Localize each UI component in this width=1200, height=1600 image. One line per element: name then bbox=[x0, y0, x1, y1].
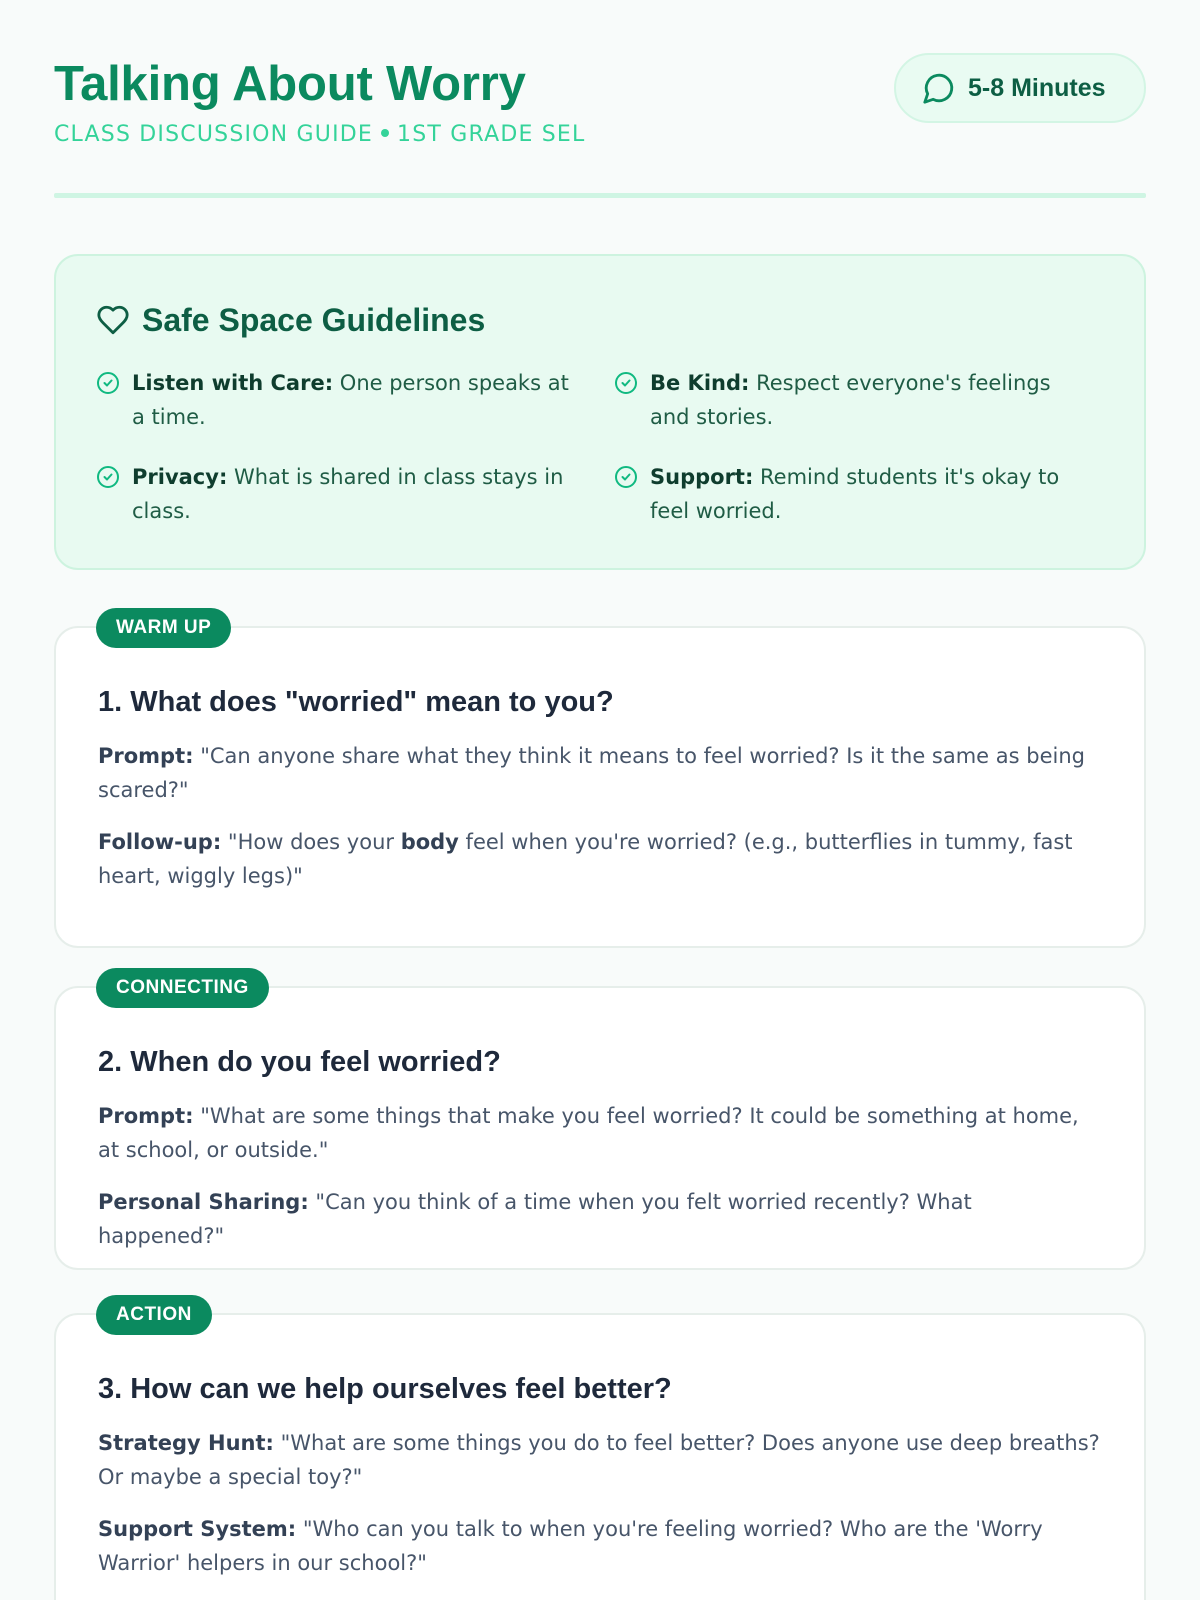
guideline-text bbox=[132, 460, 574, 528]
subtitle-separator-dot bbox=[381, 129, 389, 137]
prompt-text: "Can anyone share what they think it means to feel worried? Is it the same as being scared?" bbox=[98, 744, 1085, 802]
question-title: 2. When do you feel worried? bbox=[98, 1046, 501, 1078]
follow-up-emphasis: body bbox=[400, 830, 459, 854]
question-card-body bbox=[54, 626, 1146, 948]
section-tag-warm-up: WARM UP bbox=[96, 608, 231, 648]
check-circle-icon bbox=[614, 371, 638, 395]
question-follow-up bbox=[98, 825, 1102, 893]
question-card-body bbox=[54, 1313, 1146, 1600]
page-subtitle bbox=[54, 122, 585, 147]
personal-sharing-label: Personal Sharing: bbox=[98, 1190, 309, 1214]
question-personal-sharing bbox=[98, 1185, 1102, 1253]
check-circle-icon bbox=[96, 465, 120, 489]
guideline-item bbox=[614, 460, 1092, 528]
follow-up-text-end: feel when you're worried? (e.g., butterflies in tummy, fast heart, wiggly legs)" bbox=[98, 830, 1073, 888]
prompt-label: Prompt: bbox=[98, 744, 194, 768]
follow-up-text-start: "How does your bbox=[221, 830, 401, 854]
support-system-label: Support System: bbox=[98, 1517, 297, 1541]
duration-badge bbox=[894, 53, 1146, 123]
check-circle-icon bbox=[96, 371, 120, 395]
guidelines-list bbox=[96, 366, 1104, 528]
question-card-body bbox=[54, 986, 1146, 1270]
prompt-label: Prompt: bbox=[98, 1104, 194, 1128]
guideline-description: One person speaks at a time. bbox=[132, 371, 569, 429]
guideline-label: Listen with Care: bbox=[132, 371, 334, 395]
strategy-hunt-text: "What are some things you do to feel better? Does anyone use deep breaths? Or maybe a special toy?" bbox=[98, 1431, 1100, 1489]
strategy-hunt-label: Strategy Hunt: bbox=[98, 1431, 274, 1455]
personal-sharing-text: "Can you think of a time when you felt worried recently? What happened?" bbox=[98, 1190, 972, 1248]
guideline-label: Privacy: bbox=[132, 465, 228, 489]
question-card-warm-up bbox=[54, 608, 1146, 948]
prompt-text: "What are some things that make you feel worried? It could be something at home, at school, or outside." bbox=[98, 1104, 1079, 1162]
guideline-text bbox=[650, 366, 1092, 434]
page-header bbox=[54, 0, 1146, 200]
header-divider bbox=[54, 193, 1146, 198]
question-support-system bbox=[98, 1512, 1102, 1580]
subtitle-guide-label: CLASS DISCUSSION GUIDE bbox=[54, 122, 374, 147]
guideline-description: Remind students it's okay to feel worried. bbox=[650, 465, 1060, 523]
guideline-item bbox=[96, 366, 574, 434]
subtitle-grade-label: 1ST GRADE SEL bbox=[397, 122, 586, 147]
guideline-text bbox=[650, 460, 1092, 528]
guideline-label: Support: bbox=[650, 465, 754, 489]
question-title: 1. What does "worried" mean to you? bbox=[98, 686, 614, 718]
section-tag-connecting: CONNECTING bbox=[96, 968, 269, 1008]
page-title: Talking About Worry bbox=[54, 57, 526, 111]
support-system-text: "Who can you talk to when you're feeling worried? Who are the 'Worry Warrior' helpers in our school?" bbox=[98, 1517, 1043, 1575]
check-circle-icon bbox=[614, 465, 638, 489]
guideline-label: Be Kind: bbox=[650, 371, 750, 395]
section-tag-action: ACTION bbox=[96, 1295, 212, 1335]
question-prompt bbox=[98, 739, 1102, 807]
guidelines-title: Safe Space Guidelines bbox=[142, 301, 486, 338]
guideline-item bbox=[614, 366, 1092, 434]
question-strategy-hunt bbox=[98, 1426, 1102, 1494]
chat-bubble-icon bbox=[922, 71, 956, 105]
guideline-description: Respect everyone's feelings and stories. bbox=[650, 371, 1051, 429]
safe-space-guidelines-card bbox=[54, 254, 1146, 570]
guidelines-heading bbox=[96, 296, 1104, 344]
follow-up-label: Follow-up: bbox=[98, 830, 222, 854]
duration-text: 5-8 Minutes bbox=[968, 73, 1106, 102]
question-card-action bbox=[54, 1295, 1146, 1600]
question-card-connecting bbox=[54, 968, 1146, 1270]
question-prompt bbox=[98, 1099, 1102, 1167]
guideline-item bbox=[96, 460, 574, 528]
guideline-description: What is shared in class stays in class. bbox=[132, 465, 564, 523]
heart-icon bbox=[96, 303, 130, 337]
guideline-text bbox=[132, 366, 574, 434]
question-title: 3. How can we help ourselves feel better? bbox=[98, 1373, 672, 1405]
